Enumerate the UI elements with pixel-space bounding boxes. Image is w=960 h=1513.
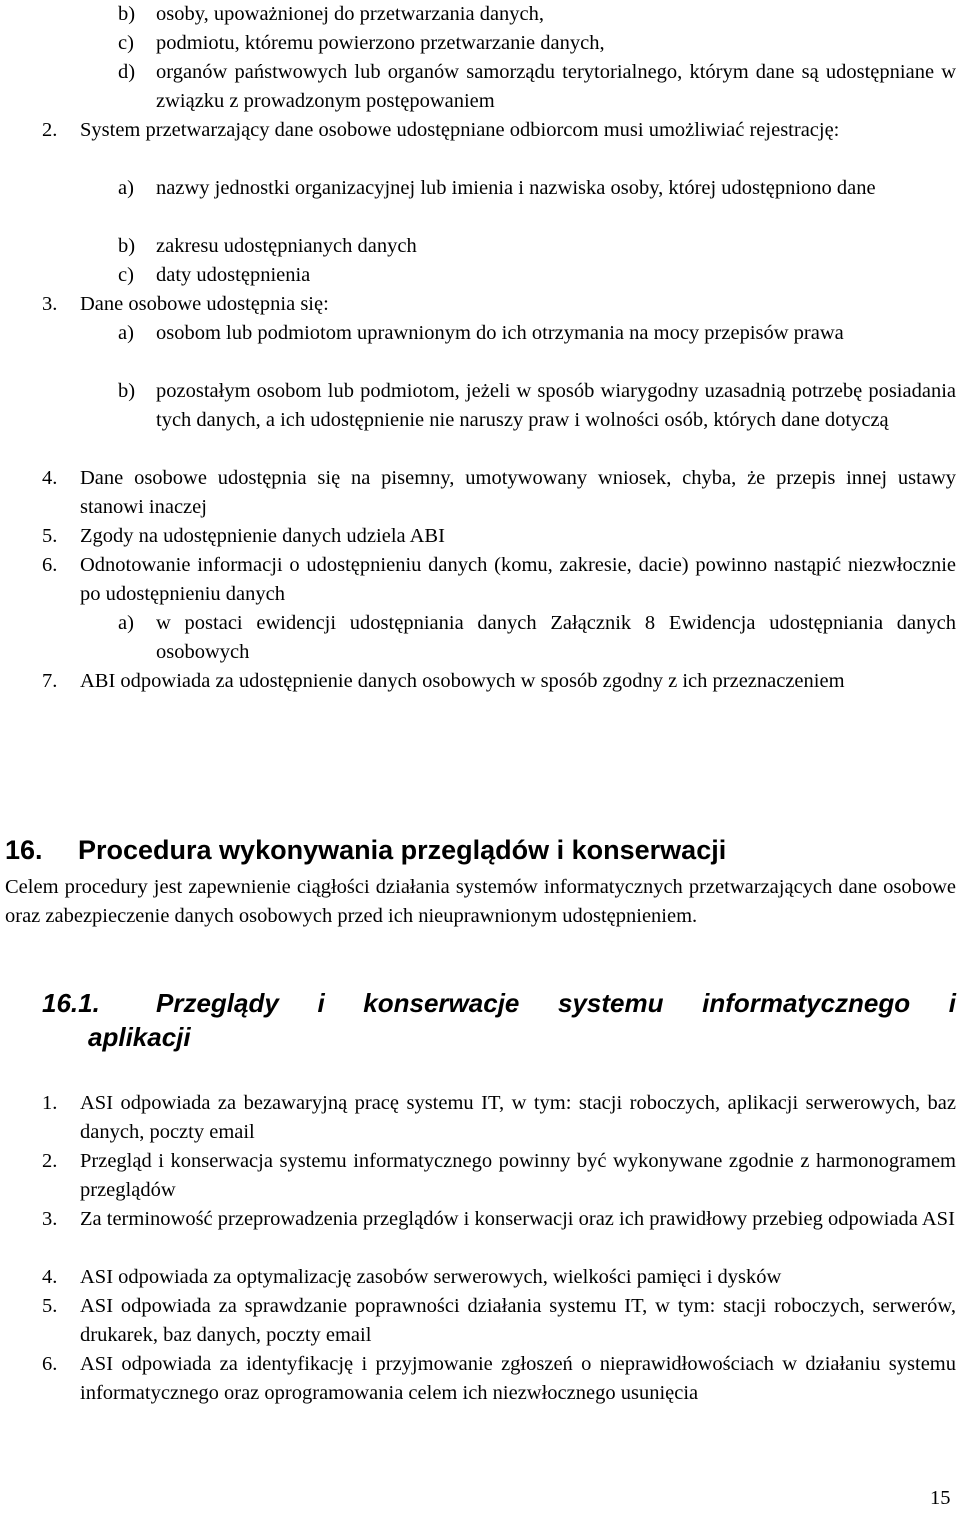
list-marker: a): [118, 177, 134, 199]
list-number: 6.: [42, 554, 58, 576]
list-number: 2.: [42, 119, 58, 141]
subsection-title-line1: Przeglądy i konserwacje systemu informatycznego i: [156, 988, 956, 1018]
list-item-text: Zgody na udostępnienie danych udziela ABI: [80, 525, 445, 547]
list-number: 4.: [42, 1266, 58, 1288]
list-marker: c): [118, 264, 134, 286]
list-marker: c): [118, 32, 134, 54]
list-number: 1.: [42, 1092, 58, 1114]
list-item-text: ASI odpowiada za identyfikację i przyjmowanie zgłoszeń o nieprawidłowościach w działaniu systemu informatycznego oraz oprogramowania celem ich niezwłocznego usunięcia: [80, 1353, 956, 1404]
section-number: 16.: [5, 835, 43, 865]
list-item-text: podmiotu, któremu powierzono przetwarzanie danych,: [156, 32, 605, 54]
list-number: 3.: [42, 1208, 58, 1230]
list-item-text: w postaci ewidencji udostępniania danych Załącznik 8 Ewidencja udostępniania danych osobowych: [156, 612, 956, 663]
list-item-text: ASI odpowiada za sprawdzanie poprawności działania systemu IT, w tym: stacji roboczych, serwerów, drukarek, baz danych, poczty email: [80, 1295, 956, 1346]
list-item-text: Dane osobowe udostępnia się:: [80, 293, 329, 315]
list-item-text: Za terminowość przeprowadzenia przeglądów i konserwacji oraz ich prawidłowy przebieg odpowiada ASI: [80, 1208, 955, 1230]
list-item-text: pozostałym osobom lub podmiotom, jeżeli w sposób wiarygodny uzasadnią potrzebę posiadania tych danych, a ich udostępnienie nie naruszy praw i wolności osób, których dane dotyczą: [156, 380, 956, 431]
list-item-text: Przegląd i konserwacja systemu informatycznego powinny być wykonywane zgodnie z harmonogramem przeglądów: [80, 1150, 956, 1201]
list-number: 5.: [42, 1295, 58, 1317]
list-item-text: osobom lub podmiotom uprawnionym do ich otrzymania na mocy przepisów prawa: [156, 322, 844, 344]
list-number: 3.: [42, 293, 58, 315]
list-number: 6.: [42, 1353, 58, 1375]
list-number: 4.: [42, 467, 58, 489]
list-item-text: System przetwarzający dane osobowe udostępniane odbiorcom musi umożliwiać rejestrację:: [80, 119, 840, 141]
subsection-title-line2: aplikacji: [88, 1022, 191, 1052]
list-number: 7.: [42, 670, 58, 692]
section-title: Procedura wykonywania przeglądów i konserwacji: [78, 835, 727, 865]
list-item-text: osoby, upoważnionej do przetwarzania danych,: [156, 3, 545, 25]
list-marker: d): [118, 61, 136, 83]
list-item-text: organów państwowych lub organów samorządu terytorialnego, którym dane są udostępniane w związku z prowadzonym postępowaniem: [156, 61, 956, 112]
list-item-text: ASI odpowiada za bezawaryjną pracę systemu IT, w tym: stacji roboczych, aplikacji serwerowych, baz danych, poczty email: [80, 1092, 956, 1143]
list-item-text: zakresu udostępnianych danych: [156, 235, 417, 257]
list-marker: b): [118, 380, 136, 402]
list-number: 5.: [42, 525, 58, 547]
section-intro: Celem procedury jest zapewnienie ciągłości działania systemów informatycznych przetwarzających dane osobowe oraz zabezpieczenie danych osobowych przed ich nieuprawnionym udostępnieniem.: [5, 876, 956, 927]
list-marker: a): [118, 322, 134, 344]
list-number: 2.: [42, 1150, 58, 1172]
list-marker: b): [118, 3, 136, 25]
page-number: 15: [930, 1487, 951, 1509]
list-item-text: Dane osobowe udostępnia się na pisemny, umotywowany wniosek, chyba, że przepis innej ustawy stanowi inaczej: [80, 467, 956, 518]
list-item-text: daty udostępnienia: [156, 264, 311, 286]
list-marker: a): [118, 612, 134, 634]
list-item-text: ASI odpowiada za optymalizację zasobów serwerowych, wielkości pamięci i dysków: [80, 1266, 782, 1288]
list-marker: b): [118, 235, 136, 257]
list-item-text: nazwy jednostki organizacyjnej lub imienia i nazwiska osoby, której udostępniono dane: [156, 177, 876, 199]
subsection-number: 16.1.: [42, 988, 100, 1018]
list-item-text: Odnotowanie informacji o udostępnieniu danych (komu, zakresie, dacie) powinno nastąpić niezwłocznie po udostępnieniu danych: [80, 554, 956, 605]
list-item-text: ABI odpowiada za udostępnienie danych osobowych w sposób zgodny z ich przeznaczeniem: [80, 670, 845, 692]
